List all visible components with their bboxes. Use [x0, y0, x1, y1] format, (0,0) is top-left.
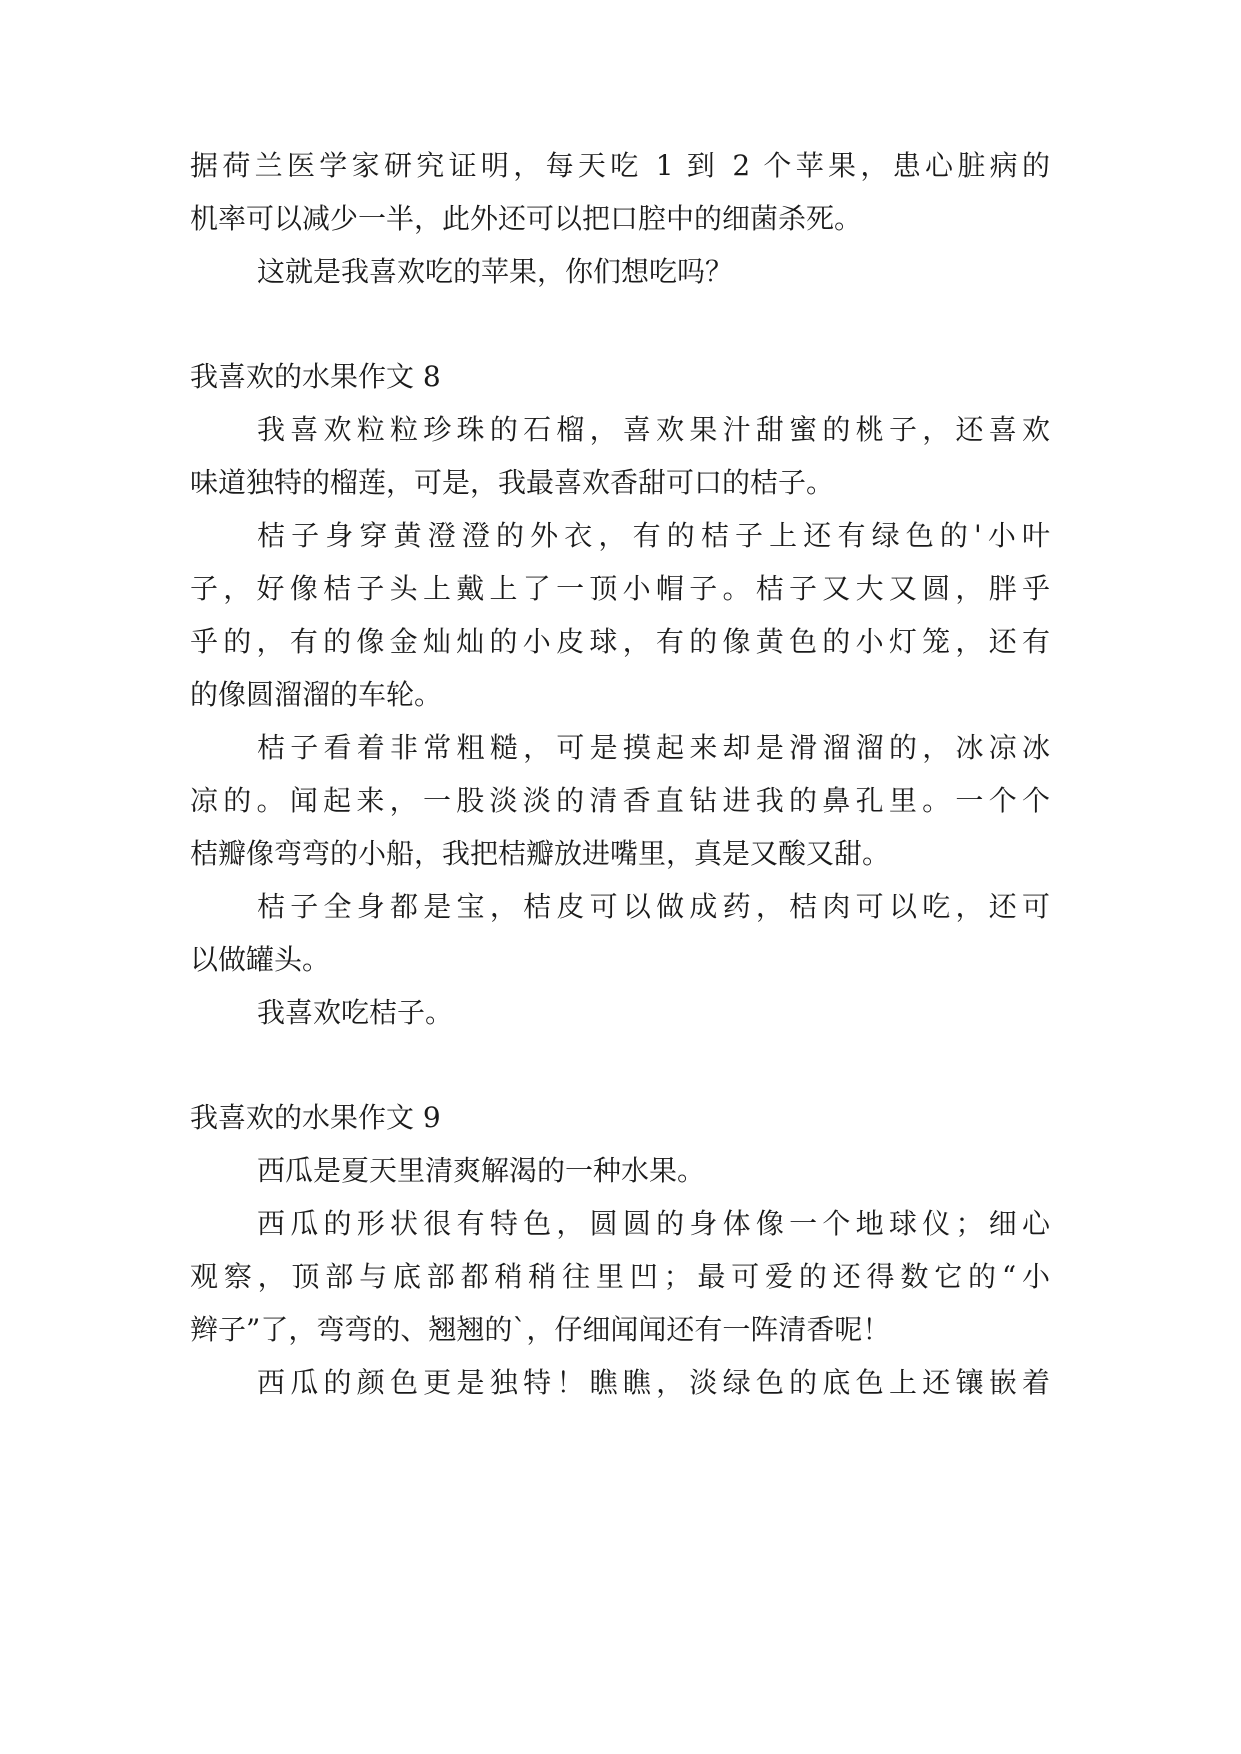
text-line: 桔子全身都是宝，桔皮可以做成药，桔肉可以吃，还可: [257, 890, 1050, 923]
text-line: 味道独特的榴莲，可是，我最喜欢香甜可口的桔子。: [190, 466, 835, 499]
text-line: 子，好像桔子头上戴上了一顶小帽子。桔子又大又圆，胖乎: [190, 572, 1050, 605]
section-heading: 我喜欢的水果作文 9: [190, 1101, 441, 1134]
text-line: 乎的，有的像金灿灿的小皮球，有的像黄色的小灯笼，还有: [190, 625, 1050, 658]
text-line: 桔瓣像弯弯的小船，我把桔瓣放进嘴里，真是又酸又甜。: [190, 837, 891, 870]
text-line: 机率可以减少一半，此外还可以把口腔中的细菌杀死。: [190, 202, 863, 235]
text-line: 西瓜的颜色更是独特！瞧瞧，淡绿色的底色上还镶嵌着: [257, 1366, 1050, 1399]
text-line: 西瓜是夏天里清爽解渴的一种水果。: [257, 1154, 706, 1187]
text-line: 桔子身穿黄澄澄的外衣，有的桔子上还有绿色的'小叶: [257, 519, 1050, 552]
text-line: 据荷兰医学家研究证明，每天吃 1 到 2 个苹果，患心脏病的: [190, 149, 1050, 182]
text-line: 我喜欢吃桔子。: [257, 996, 454, 1029]
text-line: 西瓜的形状很有特色，圆圆的身体像一个地球仪；细心: [257, 1207, 1050, 1240]
section-heading: 我喜欢的水果作文 8: [190, 360, 441, 393]
text-line: 观察，顶部与底部都稍稍往里凹；最可爱的还得数它的“小: [190, 1260, 1050, 1293]
text-line: 桔子看着非常粗糙，可是摸起来却是滑溜溜的，冰凉冰: [257, 731, 1050, 764]
text-line: 以做罐头。: [190, 943, 331, 976]
text-line: 这就是我喜欢吃的苹果，你们想吃吗？: [257, 255, 734, 288]
text-line: 的像圆溜溜的车轮。: [190, 678, 443, 711]
text-line: 我喜欢粒粒珍珠的石榴，喜欢果汁甜蜜的桃子，还喜欢: [257, 413, 1050, 446]
text-line: 辫子”了，弯弯的、翘翘的`，仔细闻闻还有一阵清香呢！: [190, 1313, 891, 1346]
text-line: 凉的。闻起来，一股淡淡的清香直钻进我的鼻孔里。一个个: [190, 784, 1050, 817]
